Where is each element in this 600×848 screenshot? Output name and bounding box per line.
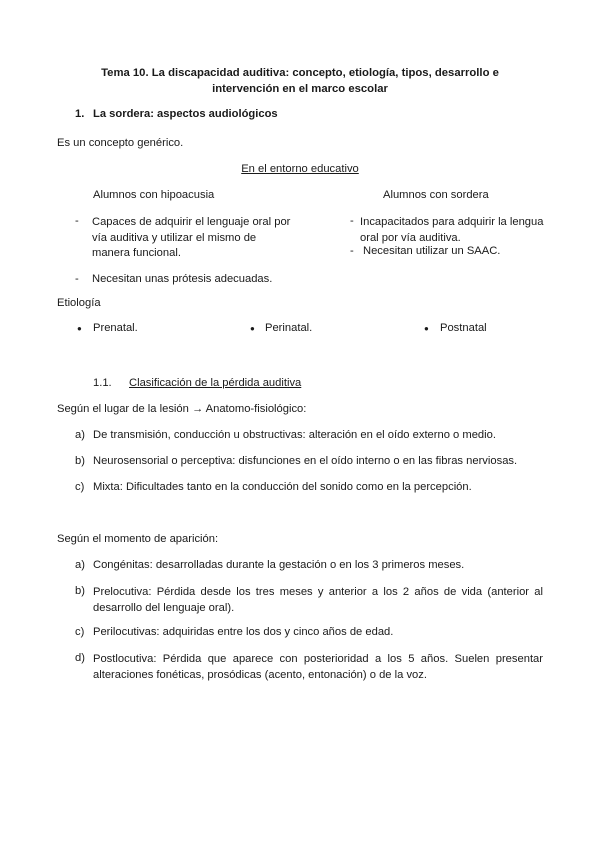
list-marker: b) bbox=[75, 455, 85, 467]
etiology-item: Postnatal bbox=[440, 322, 487, 334]
bullet-icon: ● bbox=[77, 324, 82, 333]
subsection-number: 1.1. bbox=[93, 377, 112, 389]
dash-marker: - bbox=[75, 273, 79, 285]
list-item: Postlocutiva: Pérdida que aparece con posterioridad a los 5 años. Suelen presentar alteraciones fonéticas, prosódicas (acento, entonación) o de la voz. bbox=[93, 653, 543, 681]
document-title-line-2: intervención en el marco escolar bbox=[212, 83, 388, 95]
list-marker: a) bbox=[75, 429, 85, 441]
left-column-item: Capaces de adquirir el lenguaje oral por vía auditiva y utilizar el mismo de manera funcional. bbox=[92, 216, 291, 260]
list-marker: c) bbox=[75, 626, 85, 638]
etiology-item: Perinatal. bbox=[265, 322, 313, 334]
etiology-item: Prenatal. bbox=[93, 322, 138, 334]
list-marker: a) bbox=[75, 559, 85, 571]
onset-intro: Según el momento de aparición: bbox=[57, 533, 219, 545]
section-number: 1. bbox=[75, 108, 85, 120]
list-item: Perilocutivas: adquiridas entre los dos y cinco años de edad. bbox=[93, 626, 394, 638]
list-item: Mixta: Dificultades tanto en la conducción del sonido como en la percepción. bbox=[93, 481, 472, 493]
list-item: Prelocutiva: Pérdida desde los tres meses y anterior a los 2 años de vida (anterior al desarrollo del lenguaje oral). bbox=[93, 586, 543, 614]
dash-marker: - bbox=[350, 215, 354, 227]
list-item: Congénitas: desarrolladas durante la gestación o en los 3 primeros meses. bbox=[93, 559, 465, 571]
intro-text: Es un concepto genérico. bbox=[57, 137, 184, 149]
bullet-icon: ● bbox=[424, 324, 429, 333]
list-marker: d) bbox=[75, 652, 85, 664]
right-column-item: Incapacitados para adquirir la lengua oral por vía auditiva. bbox=[360, 216, 544, 244]
list-item: De transmisión, conducción u obstructivas: alteración en el oído externo o medio. bbox=[93, 429, 496, 441]
dash-marker: - bbox=[75, 215, 79, 227]
left-column-heading: Alumnos con hipoacusia bbox=[93, 189, 215, 201]
right-column-heading: Alumnos con sordera bbox=[383, 189, 489, 201]
section-title: La sordera: aspectos audiológicos bbox=[93, 108, 278, 120]
context-heading: En el entorno educativo bbox=[241, 163, 359, 175]
left-column-item: Necesitan unas prótesis adecuadas. bbox=[92, 273, 273, 285]
list-marker: b) bbox=[75, 585, 85, 597]
etiology-label: Etiología bbox=[57, 297, 101, 309]
subsection-title: Clasificación de la pérdida auditiva bbox=[129, 377, 302, 389]
dash-marker: - bbox=[350, 245, 354, 257]
list-item: Neurosensorial o perceptiva: disfunciones en el oído interno o en las fibras nerviosas. bbox=[93, 455, 518, 467]
bullet-icon: ● bbox=[250, 324, 255, 333]
right-column-item: Necesitan utilizar un SAAC. bbox=[363, 245, 501, 257]
location-intro: Según el lugar de la lesión → Anatomo-fisiológico: bbox=[57, 403, 307, 415]
document-title-line-1: Tema 10. La discapacidad auditiva: concepto, etiología, tipos, desarrollo e bbox=[101, 67, 499, 79]
list-marker: c) bbox=[75, 481, 85, 493]
